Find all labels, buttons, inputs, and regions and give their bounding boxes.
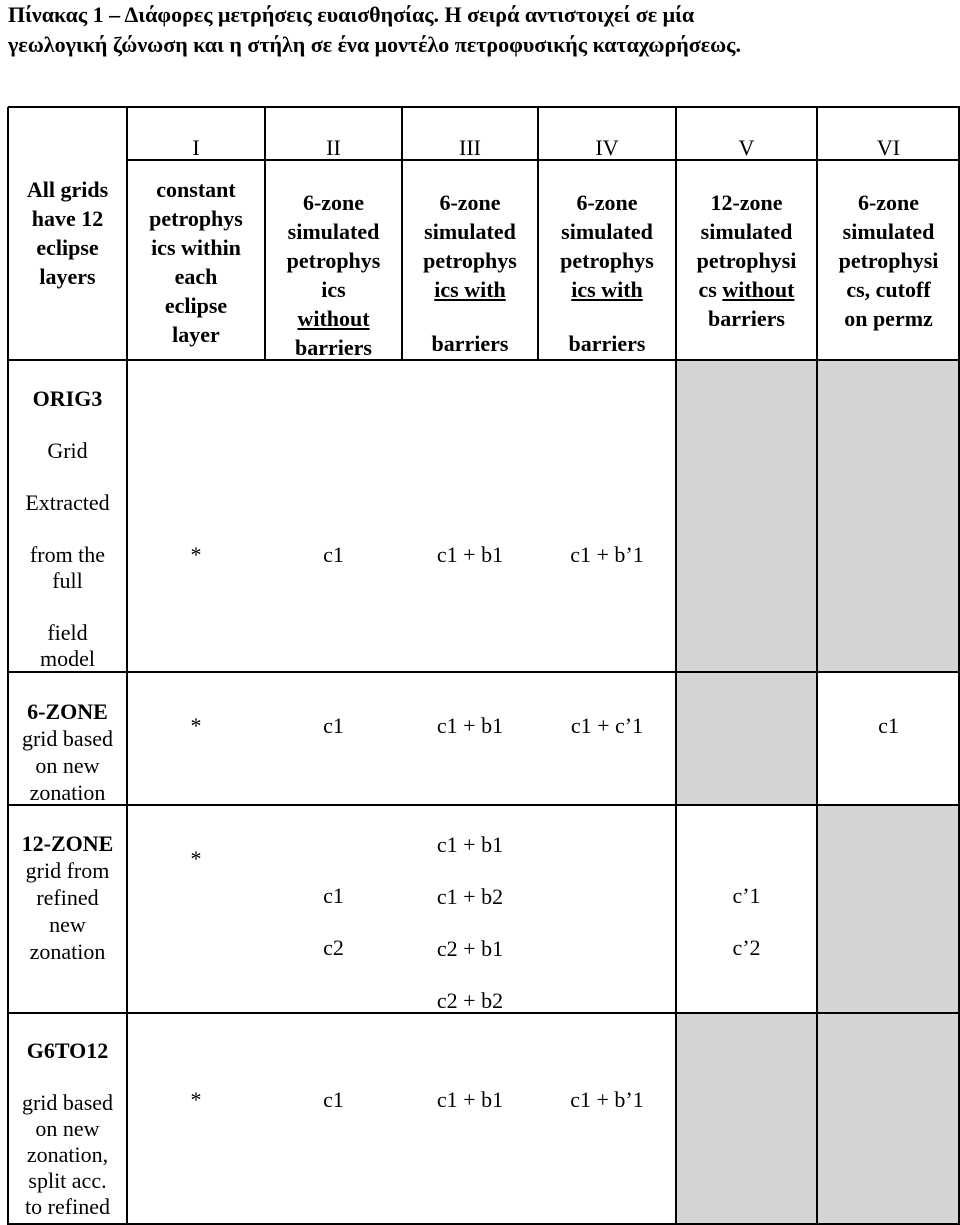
- row-label-line: on new: [35, 753, 100, 778]
- col-header-line: ics: [321, 277, 346, 302]
- row-label-line: to refined: [25, 1194, 110, 1219]
- col-header-line: petrophys: [560, 248, 654, 273]
- col-header-line: barriers: [431, 331, 509, 356]
- col-header-line: petrophysi: [838, 248, 939, 273]
- col-header-line: petrophysi: [696, 248, 797, 273]
- orig3-col-IV: c1 + b’1: [570, 542, 644, 567]
- row-label-line: Grid: [47, 438, 88, 463]
- g6to12-col-I: *: [190, 1087, 202, 1112]
- col-header-line: 6-zone: [439, 190, 501, 215]
- row-label-line: split acc.: [28, 1168, 107, 1193]
- cell-line: c2: [323, 935, 344, 960]
- row-label-line: from the: [29, 542, 106, 567]
- col-header-line: petrophys: [149, 206, 243, 231]
- g6to12-col-IV: c1 + b’1: [570, 1087, 644, 1112]
- col-header-line: barriers: [708, 306, 785, 331]
- col-header-line: constant: [156, 177, 236, 202]
- col-header-line: 6-zone: [302, 190, 365, 215]
- col-header-line: simulated: [561, 219, 653, 244]
- 12zone-col-II: [265, 883, 402, 961]
- row-label-line: 12-ZONE: [21, 831, 114, 856]
- row-label-g6to12: [8, 1038, 127, 1220]
- col-header-line: 6-zone: [857, 190, 920, 215]
- col-header-line: 12-zone: [710, 190, 783, 215]
- corner-header: [8, 175, 127, 291]
- shaded-cell-orig3-v: [676, 360, 817, 672]
- col-header-line: [676, 275, 817, 304]
- col-header-line: layer: [172, 322, 220, 347]
- 12zone-col-III: [402, 832, 538, 1014]
- row-label-line: field: [47, 620, 88, 645]
- numeral-III: III: [459, 135, 481, 160]
- 12zone-col-I: *: [190, 846, 202, 871]
- row-label-orig3: [8, 386, 127, 672]
- col-header-line: each: [174, 264, 218, 289]
- orig3-col-II: c1: [323, 542, 344, 567]
- numeral-IV: IV: [595, 135, 619, 160]
- cell-line: c1 + b2: [436, 884, 504, 909]
- g6to12-col-III: c1 + b1: [436, 1087, 504, 1112]
- col-header-line: simulated: [700, 219, 793, 244]
- numeral-V: V: [738, 135, 755, 160]
- row-label-6zone: [8, 698, 127, 806]
- shaded-cell-12zone-vi: [817, 805, 960, 1013]
- 6zone-col-II: c1: [323, 713, 344, 738]
- col-header-line: simulated: [287, 219, 380, 244]
- col-header-line: ics within: [151, 235, 241, 260]
- col-header-VI: [817, 188, 960, 333]
- col-header-line: simulated: [424, 219, 516, 244]
- cell-line: c1: [323, 883, 344, 908]
- shaded-cell-g6to12-vi: [817, 1013, 960, 1225]
- col-header-line: simulated: [842, 219, 935, 244]
- shaded-cell-g6to12-v: [676, 1013, 817, 1225]
- col-header-line: petrophys: [423, 248, 517, 273]
- col-header-line: barriers: [568, 331, 646, 356]
- cell-line: c2 + b1: [436, 936, 504, 961]
- row-label-line: on new: [35, 1116, 100, 1141]
- row-label-line: new: [49, 912, 86, 937]
- corner-line: have 12: [31, 206, 104, 231]
- numeral-VI: VI: [876, 135, 901, 160]
- col-header-line: 6-zone: [576, 190, 638, 215]
- row-label-12zone: [8, 830, 127, 965]
- row-label-line: zonation: [29, 939, 106, 964]
- row-label-line: Extracted: [25, 490, 110, 515]
- row-label-line: grid based: [21, 1090, 114, 1115]
- col-header-I: [127, 175, 265, 349]
- row-label-line: zonation: [29, 780, 106, 805]
- corner-line: All grids: [26, 177, 109, 202]
- corner-line: layers: [39, 264, 96, 289]
- 6zone-col-VI: c1: [878, 713, 899, 738]
- cell-line: c2 + b2: [436, 988, 504, 1013]
- row-label-line: grid based: [21, 726, 114, 751]
- cell-line: c1 + b1: [436, 832, 504, 857]
- col-header-line: on permz: [844, 306, 933, 331]
- orig3-col-III: c1 + b1: [436, 542, 504, 567]
- row-label-line: zonation,: [26, 1142, 109, 1167]
- 6zone-col-IV: c1 + c’1: [570, 713, 644, 738]
- 12zone-col-V: [676, 883, 817, 961]
- row-label-line: model: [40, 646, 95, 671]
- 6zone-col-I: *: [190, 713, 202, 738]
- shaded-cell-orig3-vi: [817, 360, 960, 672]
- numeral-I: I: [192, 135, 200, 160]
- cell-line: c’2: [732, 935, 761, 960]
- row-label-line: grid from: [25, 858, 110, 883]
- col-header-line: barriers: [295, 335, 372, 360]
- col-header-line: eclipse: [164, 293, 228, 318]
- cell-line: c’1: [732, 883, 761, 908]
- col-header-line: without: [297, 306, 370, 331]
- col-header-V: [676, 188, 817, 333]
- corner-line: eclipse: [36, 235, 99, 260]
- underlined-word: without: [722, 277, 795, 302]
- 6zone-col-III: c1 + b1: [436, 713, 504, 738]
- orig3-col-I: *: [190, 542, 202, 567]
- col-header-II: [265, 188, 402, 362]
- caption-line-2: γεωλογική ζώνωση και η στήλη σε ένα μοντέλο πετροφυσικής καταχωρήσεως.: [8, 32, 741, 57]
- row-label-line: full: [52, 568, 83, 593]
- row-label-line: G6TO12: [26, 1038, 109, 1063]
- col-header-IV: [538, 188, 676, 358]
- row-label-line: refined: [36, 885, 99, 910]
- shaded-cell-6zone-v: [676, 672, 817, 805]
- row-label-line: ORIG3: [32, 386, 103, 411]
- numeral-II: II: [326, 135, 341, 160]
- col-header-III: [402, 188, 538, 358]
- col-header-line: ics with: [434, 277, 506, 302]
- col-header-line: petrophys: [286, 248, 381, 273]
- col-header-text: cs without: [698, 277, 795, 302]
- col-header-line: ics with: [571, 277, 643, 302]
- caption-line-1: Πίνακας 1 – Διάφορες μετρήσεις ευαισθησίας. Η σειρά αντιστοιχεί σε μία: [8, 2, 695, 27]
- col-header-line: cs, cutoff: [846, 277, 931, 302]
- g6to12-col-II: c1: [323, 1087, 344, 1112]
- row-label-line: 6-ZONE: [27, 699, 108, 724]
